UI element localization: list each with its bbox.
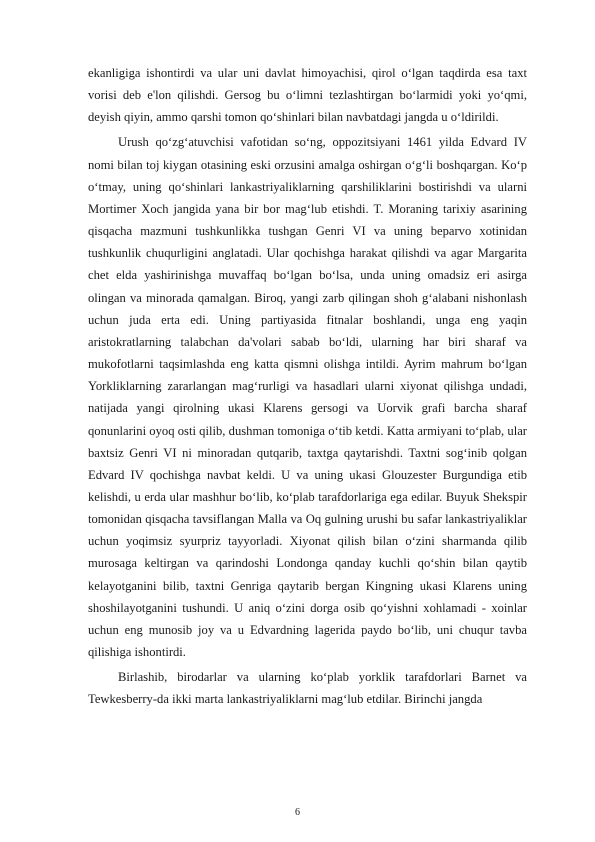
page-number: 6 bbox=[295, 807, 300, 818]
paragraph-continuation: ekanligiga ishontirdi va ular uni davlat himoyachisi, qirol o‘lgan taqdirda esa taxt vorisi deb e'lon qilishdi. Gersog bu o‘limni tezlashtirgan bo‘larmidi yoki yo‘qmi, deyish qiyin, ammo qarshi tomon qo‘shinlari bilan navbatdagi jangda u o‘ldirildi. bbox=[88, 66, 527, 125]
body-text bbox=[88, 62, 527, 714]
paragraph-war-narrative: Urush qo‘zg‘atuvchisi vafotidan so‘ng, oppozitsiyani 1461 yilda Edvard IV nomi bilan toj kiygan otasining eski orzusini amalga oshirgan o‘g‘li boshqargan. Ko‘p o‘tmay, uning qo‘shinlari lankastriyaliklarning qarshiliklarini bostirishdi va ularni Mortimer Xoch jangida yana bir bor mag‘lub etishdi. T. Moraning tarixiy asarining qisqacha mazmuni tushkunlikka tushgan Genri VI va uning beparvo xotinidan tushkunlik chuqurligini anglatadi. Ular qochishga harakat qilishdi va agar Margarita chet elda yashirinishga muvaffaq bo‘lgan bo‘lsa, unda uning omadsiz eri asirga olingan va minorada qamalgan. Biroq, yangi zarb qilingan shoh g‘alabani nishonlash uchun juda erta edi. Uning partiyasida fitnalar boshlandi, unga eng yaqin aristokratlarning talabchan da'volari sabab bo‘ldi, ularning har biri sharaf va mukofotlarni taqsimlashda eng katta qismni olishga intildi. Ayrim mahrum bo‘lgan Yorkliklarning zararlangan mag‘rurligi va hasadlari ularni xiyonat qilishga undadi, natijada yangi qirolning ukasi Klarens gersogi va Uorvik grafi barcha sharaf qonunlarini oyoq osti qilib, dushman tomoniga o‘tib ketdi. Katta armiyani to‘plab, ular baxtsiz Genri VI ni minoradan qutqarib, taxtga qaytarishdi. Taxtni sog‘inib qolgan Edvard IV qochishga navbat keldi. U va uning ukasi Glouzester Burgundiga etib kelishdi, u erda ular mashhur bo‘lib, ko‘plab tarafdorlariga ega edilar. Buyuk Shekspir tomonidan qisqacha tavsiflangan Malla va Oq gulning urushi bu safar lankastriyaliklar uchun yoqimsiz syurpriz tayyorladi. Xiyonat qilish bilan o‘zini sharmanda qilib murosaga keltirgan va qarindoshi Londonga qanday kuchli qo‘shin bilan qaytib kelayotganini bilib, taxtni Genriga qaytarib bergan Kingning ukasi Klarens uning shoshilayotganini tushundi. U aniq o‘zini dorga osib qo‘yishni xohlamadi - xoinlar uchun eng munosib joy va u Edvardning lagerida paydo bo‘lib, uni chuqur tavba qilishiga ishontirdi. bbox=[88, 135, 527, 660]
paragraph-battles: Birlashib, birodarlar va ularning ko‘plab yorklik tarafdorlari Barnet va Tewkesberry-da ikki marta lankastriyaliklarni mag‘lub etdilar. Birinchi jangda bbox=[88, 670, 527, 707]
